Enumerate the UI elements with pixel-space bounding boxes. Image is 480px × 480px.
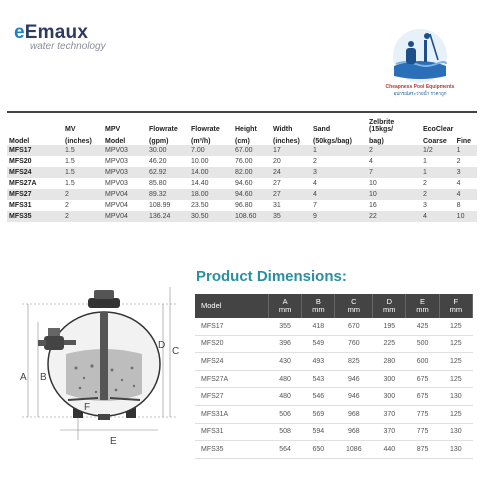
dim-row <box>195 370 473 388</box>
spec-cell: 22 <box>367 211 421 222</box>
dim-cell: 760 <box>335 335 373 353</box>
brand-tagline: water technology <box>30 41 106 52</box>
spec-cell: 46.20 <box>149 158 167 165</box>
spec-cell: 4 <box>311 189 367 200</box>
spec-cell: 62.92 <box>147 167 189 178</box>
dim-cell: 130 <box>439 441 472 459</box>
spec-cell: 94.60 <box>233 189 271 200</box>
spec-cell: 1/2 <box>421 145 455 156</box>
spec-cell: 7 <box>367 167 421 178</box>
spec-cell: 4 <box>456 180 461 187</box>
dim-cell: 125 <box>439 318 472 335</box>
dim-cell: 569 <box>302 405 335 423</box>
col-zelbrite: Zelbrite (15kgs/ <box>369 119 395 133</box>
spec-cell: 1 <box>311 145 367 156</box>
spec-table-body <box>7 145 477 222</box>
dimensions-header-row <box>195 294 473 318</box>
spec-cell: 23.50 <box>191 202 209 209</box>
spec-cell: 17 <box>271 145 311 156</box>
col-flow-m3h-unit: (m³/h) <box>191 138 211 145</box>
dim-cell: 543 <box>302 370 335 388</box>
spec-cell: 96.80 <box>235 202 253 209</box>
dim-col-label: F <box>453 297 459 306</box>
dim-cell: 370 <box>373 423 406 441</box>
dim-cell: 650 <box>302 441 335 459</box>
col-mpv-unit: Model <box>105 138 126 145</box>
dim-col-label: B <box>315 297 321 306</box>
spec-cell: 14.40 <box>191 180 209 187</box>
dim-cell: 355 <box>268 318 301 335</box>
dim-cell: 675 <box>406 388 439 406</box>
dim-col-b <box>302 294 335 318</box>
dim-cell: 775 <box>406 405 439 423</box>
spec-cell: 27 <box>273 180 281 187</box>
col-flow-gpm: Flowrate <box>149 126 178 133</box>
spec-cell: 1.5 <box>65 158 75 165</box>
dimensions-table <box>195 294 473 459</box>
dim-cell: 280 <box>373 353 406 371</box>
dim-col-e <box>406 294 439 318</box>
dim-cell-model: MFS27 <box>195 388 268 406</box>
spec-row <box>7 145 477 156</box>
col-ecoclear: EcoClear <box>423 126 454 133</box>
dim-col-unit: mm <box>383 305 396 314</box>
dim-cell: 946 <box>335 388 373 406</box>
emaux-logo <box>14 22 106 52</box>
spec-cell: 31 <box>273 202 281 209</box>
dim-cell: 775 <box>406 423 439 441</box>
dim-cell-model: MFS27A <box>195 370 268 388</box>
spec-header-row <box>7 115 477 133</box>
col-sand: Sand <box>313 126 331 133</box>
col-flow-gpm-unit: (gpm) <box>149 138 169 145</box>
dim-cell: 125 <box>439 335 472 353</box>
dim-col-label: Model <box>201 301 222 310</box>
dim-col-label: A <box>282 297 288 306</box>
spec-cell: MPV04 <box>105 202 128 209</box>
spec-cell: 3 <box>423 202 427 209</box>
shop-logo <box>380 26 460 106</box>
spec-cell: 8 <box>456 202 461 209</box>
label-b: B <box>40 372 47 383</box>
dim-cell: 125 <box>439 353 472 371</box>
spec-cell: 76.00 <box>235 158 253 165</box>
spec-cell: 2 <box>65 202 69 209</box>
spec-cell: MPV03 <box>103 167 147 178</box>
dim-cell: 480 <box>268 388 301 406</box>
spec-cell: 2 <box>421 189 455 200</box>
spec-cell: MPV03 <box>103 145 147 156</box>
dim-cell: 549 <box>302 335 335 353</box>
dim-col-f <box>439 294 472 318</box>
spec-cell-model: MFS27A <box>9 180 37 187</box>
spec-cell: 4 <box>421 211 455 222</box>
spec-cell-model: MFS31 <box>9 202 32 209</box>
dim-cell: 300 <box>373 370 406 388</box>
spec-cell: 30.00 <box>147 145 189 156</box>
spec-cell: 108.60 <box>233 211 271 222</box>
dim-cell: 968 <box>335 423 373 441</box>
dim-cell: 500 <box>406 335 439 353</box>
dim-col-a <box>268 294 301 318</box>
dim-col-label: C <box>351 297 357 306</box>
spec-cell: 18.00 <box>189 189 233 200</box>
dim-cell-model: MFS35 <box>195 441 268 459</box>
dim-row <box>195 405 473 423</box>
dim-cell: 480 <box>268 370 301 388</box>
col-zelbrite-unit: bag) <box>369 138 384 145</box>
col-ecoclear-fine: Fine <box>456 138 472 145</box>
spec-cell: 67.00 <box>233 145 271 156</box>
spec-cell-model: MFS24 <box>7 167 63 178</box>
col-model <box>7 115 63 133</box>
col-mv: MV <box>65 126 76 133</box>
spec-cell: 4 <box>455 189 477 200</box>
spec-cell-model: MFS17 <box>7 145 63 156</box>
col-ecoclear-coarse: Coarse <box>423 138 447 145</box>
spec-cell: MPV04 <box>103 189 147 200</box>
dim-col-unit: mm <box>449 305 463 314</box>
dim-cell: 594 <box>302 423 335 441</box>
dim-cell: 125 <box>439 370 472 388</box>
label-c: C <box>172 346 180 357</box>
table-top-rule <box>7 111 477 113</box>
spec-cell: 7.00 <box>189 145 233 156</box>
spec-cell: 30.50 <box>189 211 233 222</box>
dim-cell: 508 <box>268 423 301 441</box>
label-f: F <box>84 402 91 413</box>
spec-cell: 9 <box>311 211 367 222</box>
spec-cell: 24 <box>271 167 311 178</box>
spec-cell: MPV03 <box>105 158 128 165</box>
dim-cell-model: MFS31 <box>195 423 268 441</box>
spec-cell-model: MFS27 <box>7 189 63 200</box>
dim-row <box>195 353 473 371</box>
col-height-unit: (cm) <box>235 138 250 145</box>
pool-worker-icon <box>380 26 460 84</box>
dim-cell: 300 <box>373 388 406 406</box>
spec-cell: 1 <box>423 158 427 165</box>
spec-cell: MPV03 <box>105 180 128 187</box>
dim-cell: 130 <box>439 423 472 441</box>
dim-col-label: E <box>420 297 426 306</box>
dim-cell: 675 <box>406 370 439 388</box>
dim-cell: 600 <box>406 353 439 371</box>
spec-row <box>7 200 477 211</box>
dim-cell: 130 <box>439 388 472 406</box>
dim-col-unit: mm <box>312 305 325 314</box>
dim-col-unit: mm <box>278 305 292 314</box>
spec-cell: 2 <box>63 211 103 222</box>
spec-cell: 10 <box>367 189 421 200</box>
dim-row <box>195 335 473 353</box>
dim-cell: 564 <box>268 441 301 459</box>
spec-cell: 108.99 <box>149 202 171 209</box>
spec-cell: 1.5 <box>63 145 103 156</box>
spec-cell: 35 <box>271 211 311 222</box>
spec-cell: 27 <box>271 189 311 200</box>
col-sand-unit: (50kgs/bag) <box>313 138 352 145</box>
dim-row <box>195 423 473 441</box>
spec-cell: 82.00 <box>233 167 271 178</box>
dim-cell: 1086 <box>335 441 373 459</box>
spec-row <box>7 189 477 200</box>
col-width: Width <box>273 126 293 133</box>
dim-cell: 430 <box>268 353 301 371</box>
spec-cell: 10.00 <box>191 158 209 165</box>
col-mpv: MPV <box>105 126 121 133</box>
spec-cell: 2 <box>63 189 103 200</box>
col-width-unit: (inches) <box>273 138 300 145</box>
dim-cell: 425 <box>406 318 439 335</box>
spec-cell: 2 <box>313 158 317 165</box>
dim-row <box>195 318 473 335</box>
spec-header-row-2 <box>7 133 477 145</box>
dim-cell: 670 <box>335 318 373 335</box>
spec-row <box>7 178 477 189</box>
dim-cell: 506 <box>268 405 301 423</box>
dim-cell: 370 <box>373 405 406 423</box>
spec-cell: 4 <box>313 180 317 187</box>
spec-cell: 136.24 <box>147 211 189 222</box>
spec-cell-model: MFS20 <box>9 158 32 165</box>
spec-cell: 1.5 <box>65 180 75 187</box>
spec-cell: MPV04 <box>103 211 147 222</box>
dim-cell: 396 <box>268 335 301 353</box>
dim-col-model <box>195 294 268 318</box>
dim-col-unit: mm <box>416 305 429 314</box>
spec-cell: 1 <box>455 145 477 156</box>
spec-cell: 7 <box>313 202 317 209</box>
dim-cell: 875 <box>406 441 439 459</box>
dim-cell: 968 <box>335 405 373 423</box>
label-e: E <box>110 436 117 447</box>
label-a: A <box>20 372 27 383</box>
dim-col-d <box>373 294 406 318</box>
spec-cell: 20 <box>273 158 281 165</box>
dim-cell-model: MFS31A <box>195 405 268 423</box>
dim-col-unit: mm <box>347 305 361 314</box>
spec-table <box>7 115 477 222</box>
col-model-label: Model <box>9 138 30 145</box>
spec-row <box>7 167 477 178</box>
dim-cell: 440 <box>373 441 406 459</box>
spec-cell: 94.60 <box>235 180 253 187</box>
dim-row <box>195 441 473 459</box>
dim-cell: 225 <box>373 335 406 353</box>
dim-cell: 418 <box>302 318 335 335</box>
dim-cell: 195 <box>373 318 406 335</box>
spec-cell: 1 <box>421 167 455 178</box>
label-d: D <box>158 340 166 351</box>
spec-cell: 10 <box>369 180 377 187</box>
spec-cell: 85.80 <box>149 180 167 187</box>
spec-row <box>7 211 477 222</box>
dim-cell-model: MFS17 <box>195 318 268 335</box>
col-mv-unit: (inches) <box>65 138 92 145</box>
spec-cell: 16 <box>369 202 377 209</box>
spec-cell: 2 <box>456 158 461 165</box>
spec-cell: 89.32 <box>147 189 189 200</box>
spec-cell: 4 <box>369 158 373 165</box>
dim-cell-model: MFS24 <box>195 353 268 371</box>
col-flow-m3h: Flowrate <box>191 126 220 133</box>
spec-cell: 1.5 <box>63 167 103 178</box>
dim-cell: 825 <box>335 353 373 371</box>
spec-cell: 3 <box>311 167 367 178</box>
spec-cell: 2 <box>423 180 427 187</box>
dim-cell: 546 <box>302 388 335 406</box>
spec-cell: 2 <box>367 145 421 156</box>
dim-cell: 493 <box>302 353 335 371</box>
dim-col-c <box>335 294 373 318</box>
spec-row <box>7 156 477 167</box>
dimensions-title: Product Dimensions: <box>196 268 347 285</box>
col-height: Height <box>235 126 257 133</box>
dim-cell: 125 <box>439 405 472 423</box>
shop-subtitle: อุปกรณ์สระว่ายน้ำ ราคาถูก <box>393 91 447 96</box>
brand-name: eEmaux <box>14 22 89 43</box>
spec-cell: 3 <box>455 167 477 178</box>
dim-col-label: D <box>386 297 392 306</box>
shop-name: Cheapness Pool Equipments <box>385 84 455 90</box>
filter-dimension-drawing <box>18 282 190 454</box>
spec-cell-model: MFS35 <box>7 211 63 222</box>
spec-cell: 14.00 <box>189 167 233 178</box>
spec-cell: 10 <box>455 211 477 222</box>
dim-cell-model: MFS20 <box>195 335 268 353</box>
dim-row <box>195 388 473 406</box>
dimensions-table-body <box>195 318 473 458</box>
dim-cell: 946 <box>335 370 373 388</box>
